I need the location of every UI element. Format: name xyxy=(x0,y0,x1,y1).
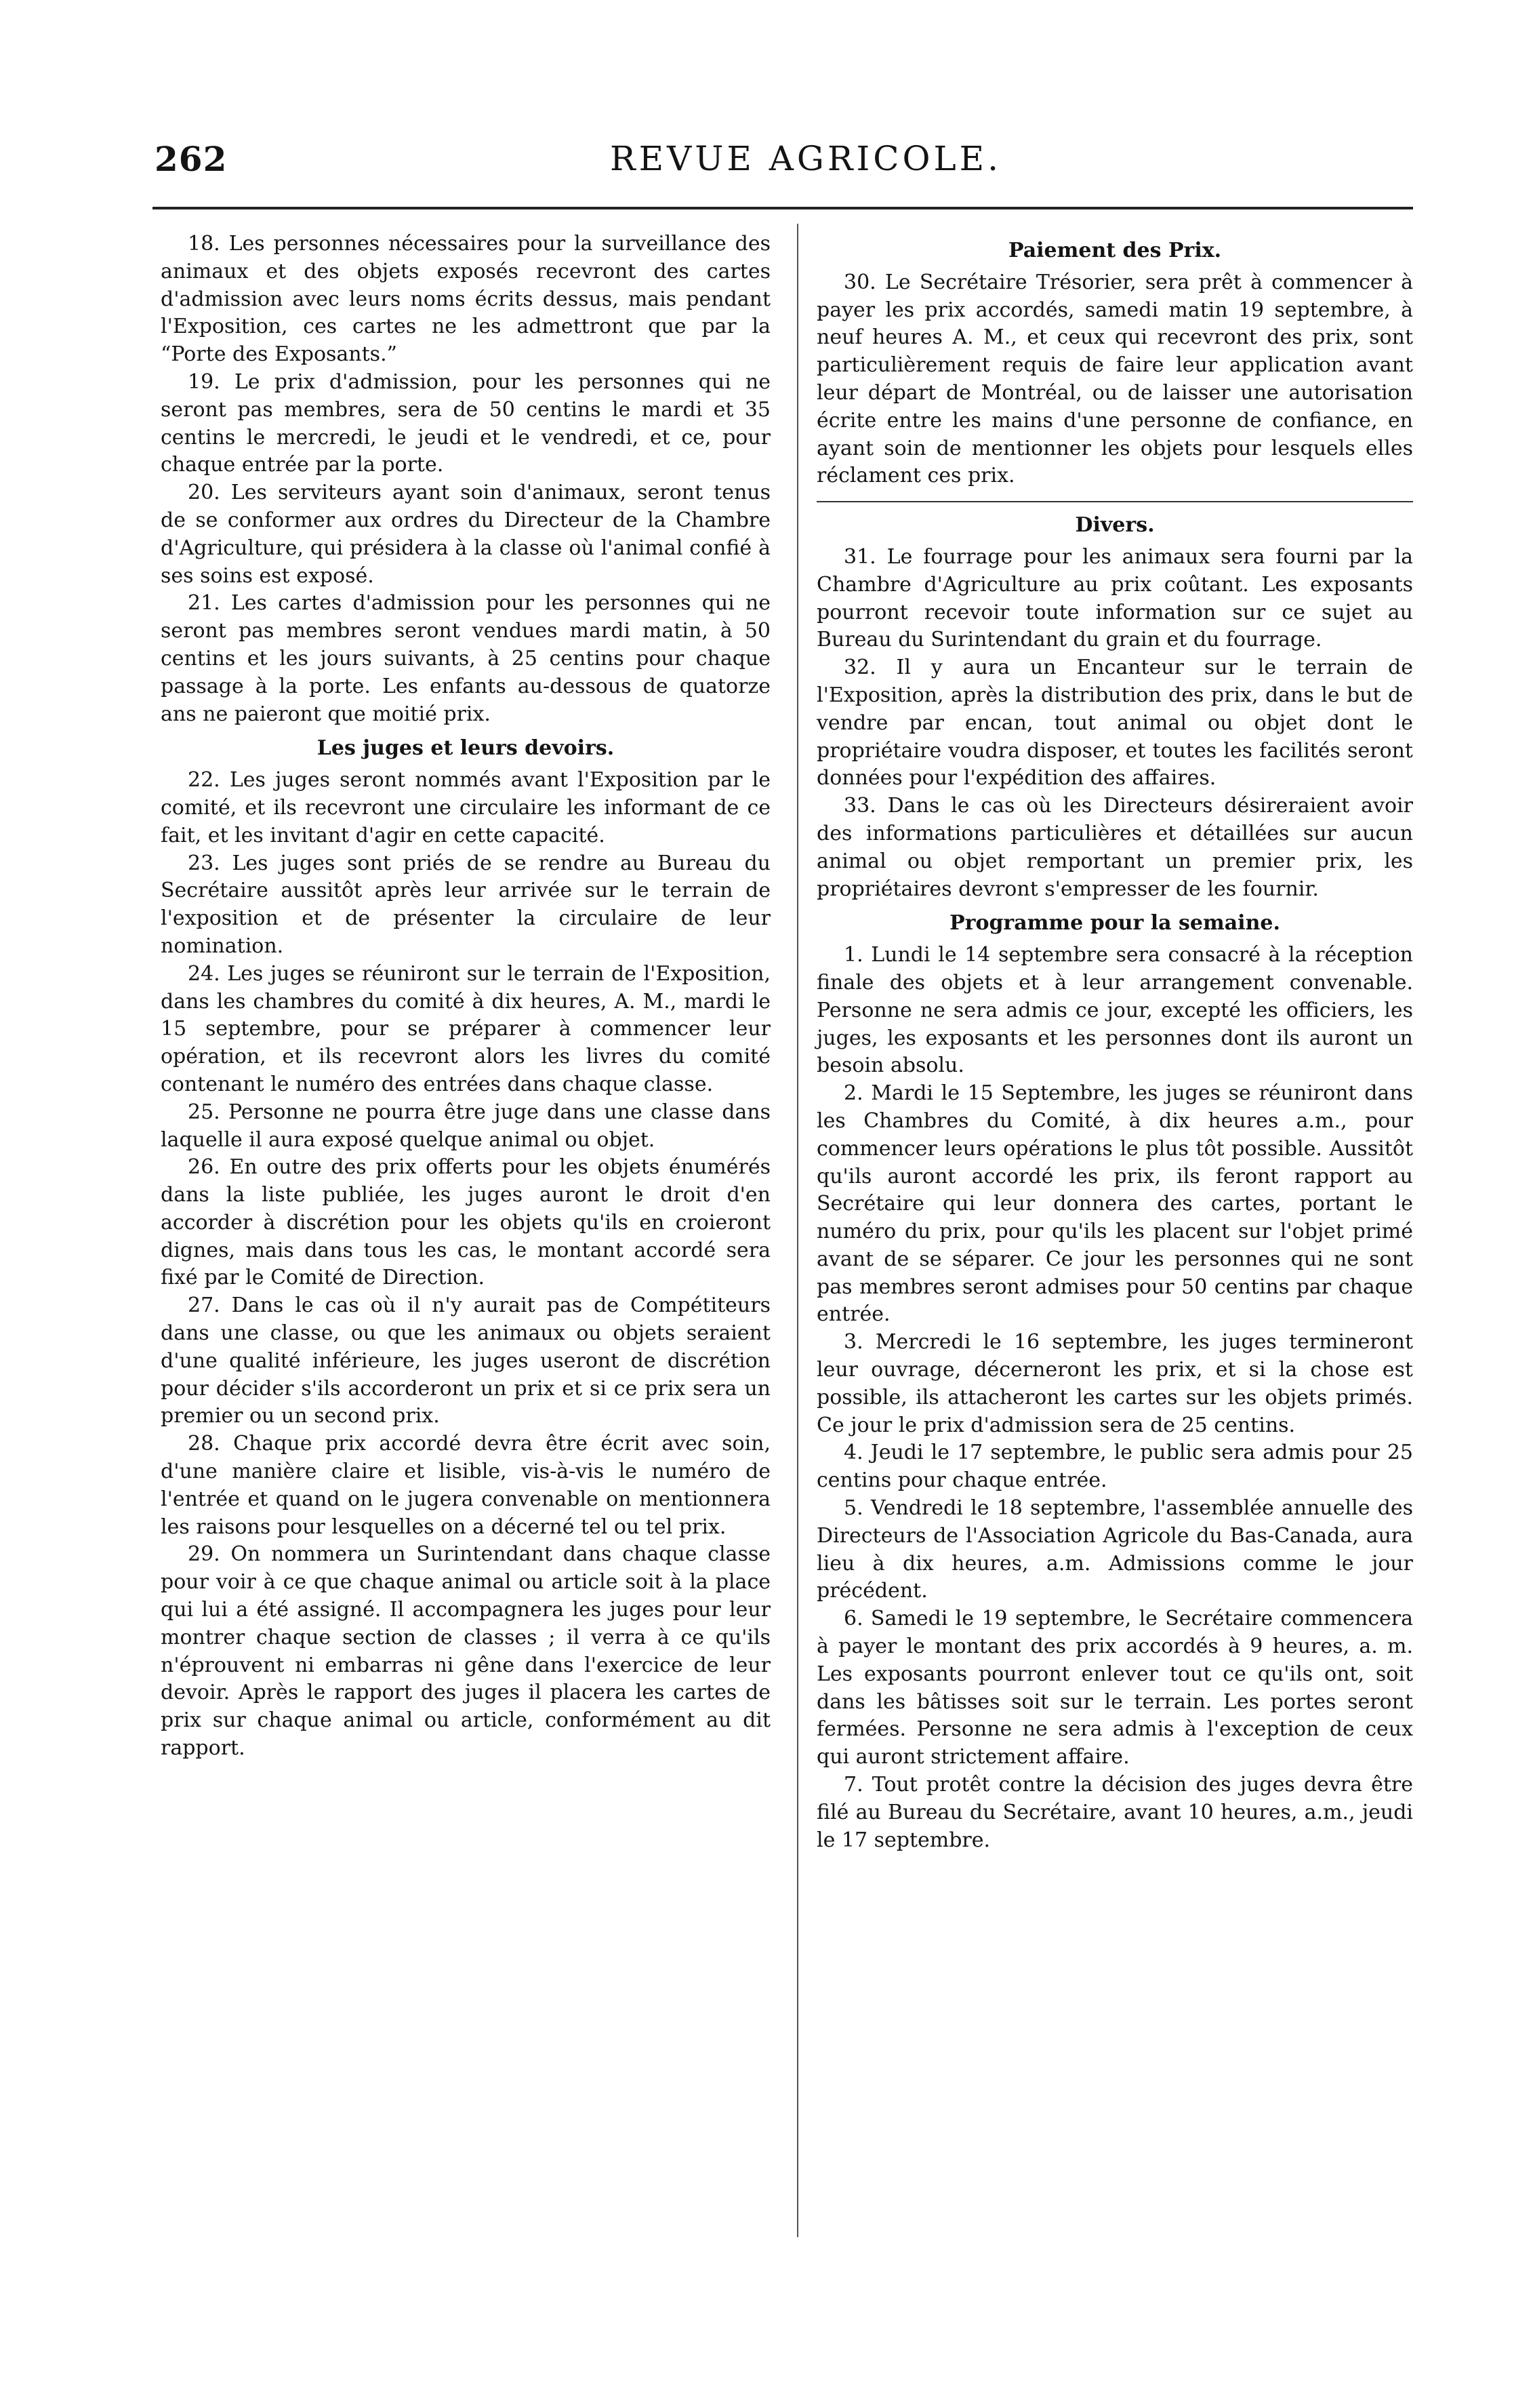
page-header xyxy=(0,139,1533,200)
schedule-item-3: 3. Mercredi le 16 septembre, les juges termineront leur ouvrage, décerneront les prix, et si la chose est possible, ils attacheront les cartes sur les objets primés. Ce jour le prix d'admission sera de 25 centins. xyxy=(817,1330,1413,1437)
header-rule xyxy=(152,207,1413,209)
section-heading-programme: Programme pour la semaine. xyxy=(949,911,1280,936)
schedule-item-4: 4. Jeudi le 17 septembre, le public sera admis pour 25 centins pour chaque entrée. xyxy=(817,1441,1413,1493)
article-24: 24. Les juges se réuniront sur le terrain de l'Exposition, dans les chambres du comité à dix heures, A. M., mardi le 15 septembre, pour se préparer à commencer leur opération, et ils recevront alors les livres du comité contenant le numéro des entrées dans chaque classe. xyxy=(161,961,771,1096)
schedule-item-1: 1. Lundi le 14 septembre sera consacré à la réception finale des objets et à leur arrangement convenable. Personne ne sera admis ce jour, excepté les officiers, les juges, les exposants et les personnes dont ils auront un besoin absolu. xyxy=(817,943,1413,1078)
article-18: 18. Les personnes nécessaires pour la surveillance des animaux et des objets exposés recevront des cartes d'admission avec leurs noms écrits dessus, mais pendant l'Exposition, ces cartes ne les admettront que par la “Porte des Exposants.” xyxy=(161,232,771,367)
article-23: 23. Les juges sont priés de se rendre au Bureau du Secrétaire aussitôt après leur arrivée sur le terrain de l'exposition et de présenter la circulaire de leur nomination. xyxy=(161,851,771,958)
right-column xyxy=(817,230,1413,1854)
article-21: 21. Les cartes d'admission pour les personnes qui ne seront pas membres seront vendues mardi matin, à 50 centins et les jours suivants, à 25 centins pour chaque passage à la porte. Les enfants au-dessous de quatorze ans ne paieront que moitié prix. xyxy=(161,591,771,726)
article-31: 31. Le fourrage pour les animaux sera fourni par la Chambre d'Agriculture au prix coûtant. Les exposants pourront recevoir toute information sur ce sujet au Bureau du Surintendant du grain et du fourrage. xyxy=(817,544,1413,652)
article-26: 26. En outre des prix offerts pour les objets énumérés dans la liste publiée, les juges auront le droit d'en accorder à discrétion pour les objets qu'ils en croieront dignes, mais dans tous les cas, le montant accordé sera fixé par le Comité de Direction. xyxy=(161,1155,771,1290)
article-33: 33. Dans le cas où les Directeurs désireraient avoir des informations particulières et détaillées sur aucun animal ou objet remportant un premier prix, les propriétaires devront s'empresser de les fournir. xyxy=(817,794,1413,901)
page-number: 262 xyxy=(155,139,228,179)
schedule-item-5: 5. Vendredi le 18 septembre, l'assemblée annuelle des Directeurs de l'Association Agricole du Bas-Canada, aura lieu à dix heures, a.m. Admissions comme le jour précédent. xyxy=(817,1496,1413,1603)
section-separator xyxy=(817,501,1413,502)
schedule-item-7: 7. Tout protêt contre la décision des juges devra être filé au Bureau du Secrétaire, avant 10 heures, a.m., jeudi le 17 septembre. xyxy=(817,1773,1413,1852)
running-title: REVUE AGRICOLE. xyxy=(610,139,1002,178)
section-heading-divers: Divers. xyxy=(1075,513,1155,538)
article-29: 29. On nommera un Surintendant dans chaque classe pour voir à ce que chaque animal ou article soit à la place qui lui a été assigné. Il accompagnera les juges pour leur montrer chaque section de classes ; il verra à ce qu'ils n'éprouvent ni embarras ni gêne dans l'exercice de leur devoir. Après le rapport des juges il placera les cartes de prix sur chaque animal ou article, conformément au dit rapport. xyxy=(161,1542,771,1761)
article-32: 32. Il y aura un Encanteur sur le terrain de l'Exposition, après la distribution des prix, dans le but de vendre par encan, tout animal ou objet dont le propriétaire voudra disposer, et toutes les facilités seront données pour l'expédition des affaires. xyxy=(817,656,1413,790)
article-30: 30. Le Secrétaire Trésorier, sera prêt à commencer à payer les prix accordés, samedi matin 19 septembre, à neuf heures A. M., et ceux qui recevront des prix, sont particulièrement requis de faire leur application avant leur départ de Montréal, ou de laisser une autorisation écrite entre les mains d'une personne de confiance, en ayant soin de mentionner les objets pour lesquels elles réclament ces prix. xyxy=(817,270,1413,488)
article-19: 19. Le prix d'admission, pour les personnes qui ne seront pas membres, sera de 50 centins le mardi et 35 centins le mercredi, le jeudi et le vendredi, et ce, pour chaque entrée par la porte. xyxy=(161,369,771,477)
article-25: 25. Personne ne pourra être juge dans une classe dans laquelle il aura exposé quelque animal ou objet. xyxy=(161,1100,771,1152)
section-heading-paiement: Paiement des Prix. xyxy=(1008,239,1222,262)
article-28: 28. Chaque prix accordé devra être écrit avec soin, d'une manière claire et lisible, vis-à-vis le numéro de l'entrée et quand on le jugera convenable on mentionnera les raisons pour lesquelles on a décerné tel ou tel prix. xyxy=(161,1432,771,1539)
left-column xyxy=(161,230,771,1763)
article-20: 20. Les serviteurs ayant soin d'animaux, seront tenus de se conformer aux ordres du Directeur de la Chambre d'Agriculture, qui présidera à la classe où l'animal confié à ses soins est exposé. xyxy=(161,481,771,588)
column-divider xyxy=(797,224,798,2237)
article-22: 22. Les juges seront nommés avant l'Exposition par le comité, et ils recevront une circulaire les informant de ce fait, et les invitant d'agir en cette capacité. xyxy=(161,768,771,847)
article-27: 27. Dans le cas où il n'y aurait pas de Compétiteurs dans une classe, ou que les animaux ou objets seraient d'une qualité inférieure, les juges useront de discrétion pour décider s'ils accorderont un prix et si ce prix sera un premier ou un second prix. xyxy=(161,1293,771,1428)
schedule-item-6: 6. Samedi le 19 septembre, le Secrétaire commencera à payer le montant des prix accordés à 9 heures, a. m. Les exposants pourront enlever tout ce qu'ils ont, soit dans les bâtisses soit sur le terrain. Les portes seront fermées. Personne ne sera admis à l'exception de ceux qui auront strictement affaire. xyxy=(817,1607,1413,1769)
schedule-item-2: 2. Mardi le 15 Septembre, les juges se réuniront dans les Chambres du Comité, à dix heures a.m., pour commencer leurs opérations le plus tôt possible. Aussitôt qu'ils auront accordé les prix, ils feront rapport au Secrétaire qui leur donnera des cartes, portant le numéro du prix, pour qu'ils les placent sur l'objet primé avant de se séparer. Ce jour les personnes qui ne sont pas membres seront admises pour 50 centins par chaque entrée. xyxy=(817,1081,1413,1327)
section-heading-juges: Les juges et leurs devoirs. xyxy=(316,736,615,761)
